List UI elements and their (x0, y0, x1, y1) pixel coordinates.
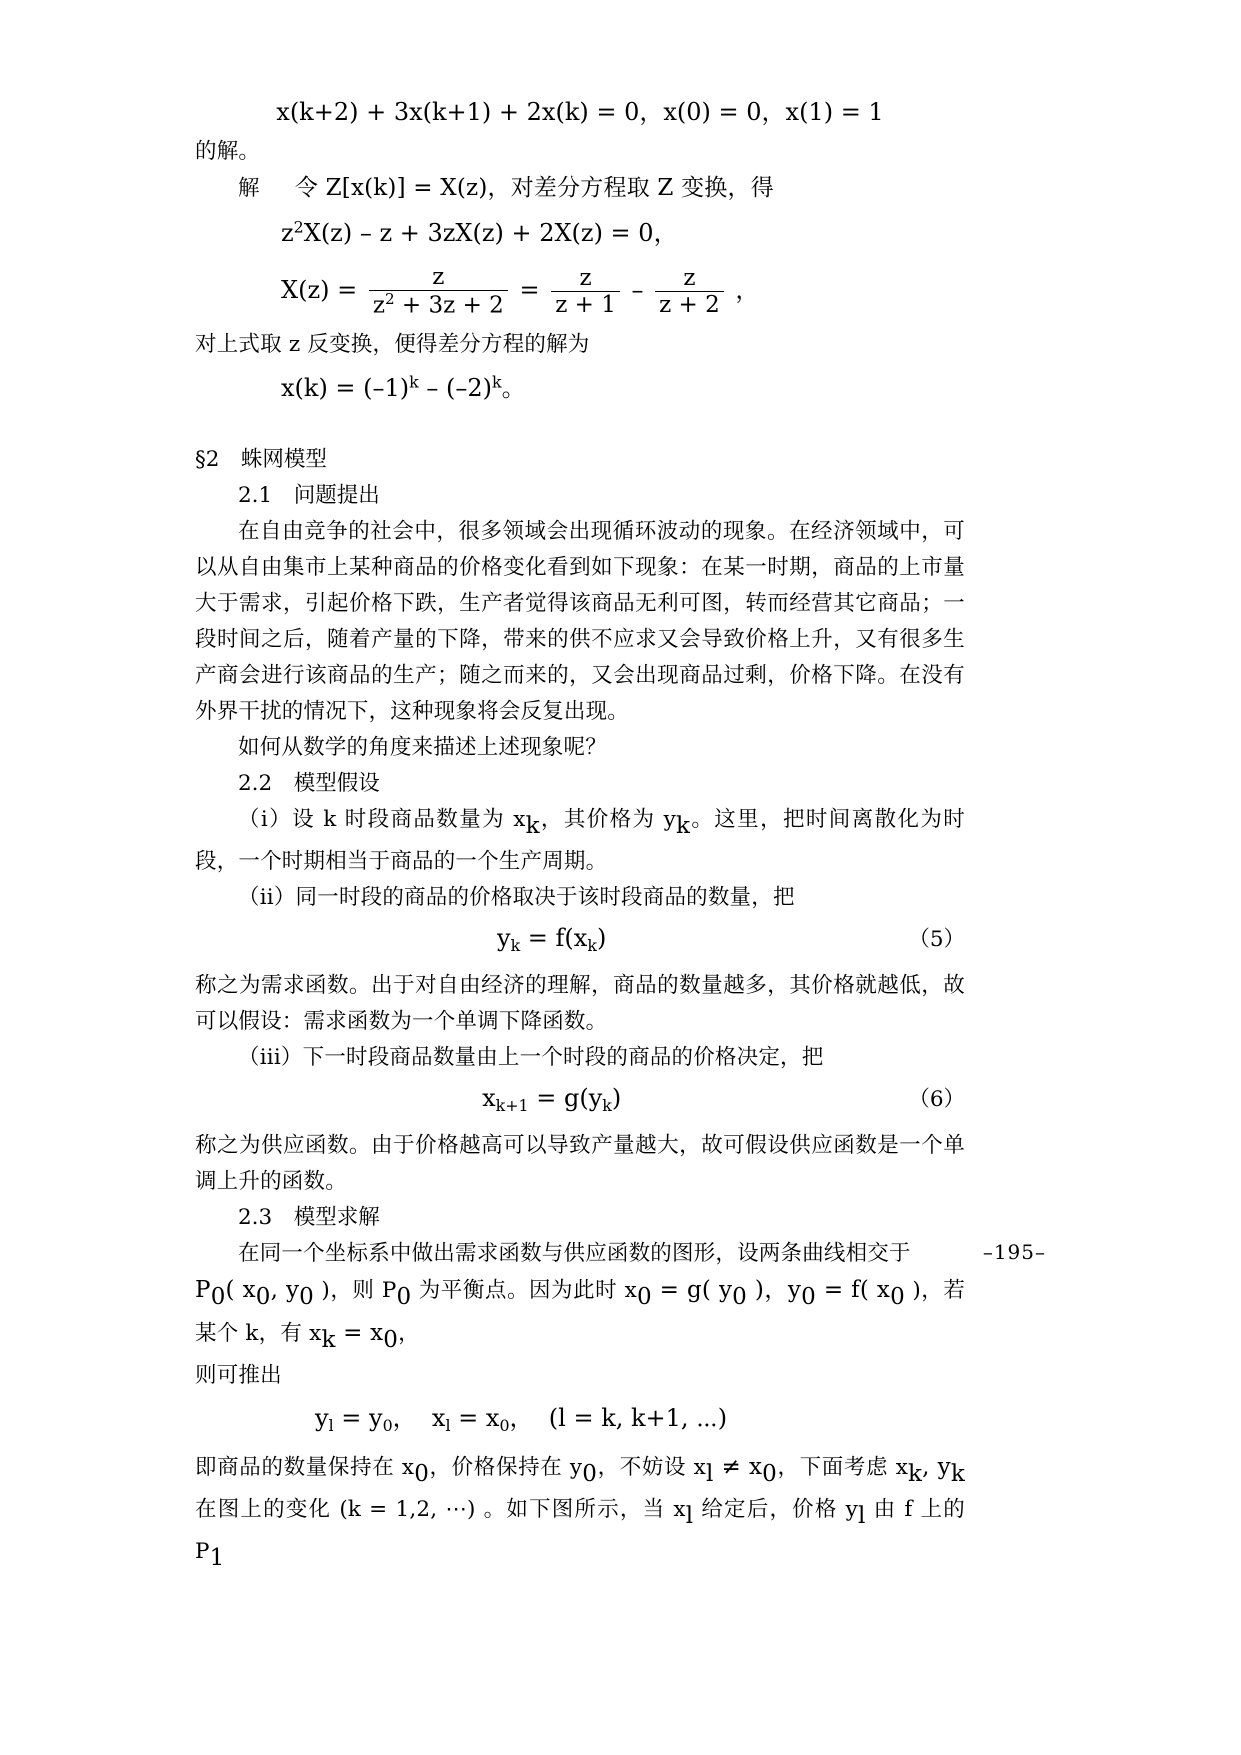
tail-text-2: ，价格保持在 y (429, 1455, 583, 1481)
tail-x0-sub: 0 (414, 1461, 430, 1488)
ss-range: (l = k, k+1, ⋯) (548, 1403, 728, 1432)
fraction-3-numerator: z (683, 264, 696, 291)
ss-xl-equals: = x (458, 1403, 500, 1432)
fraction-1 (369, 265, 508, 318)
equation-partial-comma: ， (735, 275, 760, 304)
p0-eq-x0: = x (335, 1319, 384, 1346)
tail-neq: ≠ x (713, 1454, 763, 1481)
equation-5-number: （5） (908, 927, 965, 953)
line-de-jie: 的解。 (195, 139, 261, 164)
equation-6-row (195, 1076, 965, 1128)
p0-text-end: ， (398, 1320, 420, 1346)
equation-5-close: ) (596, 924, 607, 953)
tail-yl-sub: l (858, 1503, 866, 1530)
equation-6-arg: y (588, 1084, 603, 1113)
assumption-i-sub-k-1: k (525, 813, 540, 840)
equation-difference (195, 90, 965, 134)
ss-yl: y (315, 1403, 329, 1432)
paragraph-2-3-intro: 在同一个坐标系中做出需求函数与供应函数的图形，设两条曲线相交于 (238, 1240, 911, 1266)
equation-partial-fractions (195, 253, 965, 327)
tail-xl-sub: l (706, 1461, 714, 1488)
equation-5-arg-sub: k (587, 936, 597, 956)
equation-ztransform: $z^2X(z) - z + 3zX(z) + 2X(z) = 0$， (281, 217, 678, 247)
tail-text-3: ，不妨设 x (597, 1455, 706, 1481)
paragraph-after-equation-5: 称之为需求函数。出于对自由经济的理解，商品的数量越多，其价格就越低，故可以假设：需求函数为一个单调下降函数。 (195, 973, 965, 1035)
p0-text-1: )，则 P (314, 1277, 397, 1303)
equation-6-equals: = (536, 1084, 557, 1113)
p0-f-call: = f( x (815, 1276, 891, 1303)
assumption-i-part-a: （i）设 k 时段商品数量为 x (238, 807, 526, 833)
p0-x0-sub: 0 (255, 1283, 271, 1310)
page-number: –195– (982, 1240, 1046, 1264)
equation-6-lhs-sub: k+1 (495, 1095, 529, 1115)
tail-neq-sub: 0 (762, 1461, 777, 1488)
equation-final-solution: $x(k) = (-1)^k - (-2)^k$。 (281, 372, 526, 403)
p0-text-2-sub: 0 (636, 1283, 652, 1310)
equation-difference-text: x(k+2) + 3x(k+1) + 2x(k) = 0，x(0) = 0，x(1) = 1 (276, 98, 884, 126)
ss-yl-sub: l (328, 1415, 334, 1435)
paragraph-after-equation-6: 称之为供应函数。由于价格越高可以导致产量越大，故可假设供应函数是一个单调上升的函数。 (195, 1132, 965, 1194)
tail-y0-sub: 0 (582, 1461, 598, 1488)
section-heading-2-3: 2.3 模型求解 (238, 1204, 380, 1230)
ss-comma-1: ， (392, 1403, 417, 1432)
line-inverse-transform: 对上式取 z 反变换，便得差分方程的解为 (195, 331, 590, 357)
section-heading-2: §2 蛛网模型 (195, 447, 327, 473)
equation-5-arg: x (573, 924, 588, 953)
equation-partial-lhs: X(z) = (281, 275, 358, 304)
equation-6-lhs: x (482, 1084, 496, 1113)
assumption-i-part-c: 。这里，把时间离散化为时段，一个时期相当于商品的一个生产周期。 (195, 807, 966, 875)
p0-xk-sub: k (321, 1326, 336, 1353)
solution-label: 解 (238, 176, 260, 201)
equation-6-arg-sub: k (602, 1095, 612, 1115)
equation-5-body (195, 916, 908, 968)
assumption-i-sub-k-2: k (676, 813, 691, 840)
ss-xl-sub: l (445, 1415, 451, 1435)
equation-steady-state (195, 1394, 965, 1450)
p0-text-1-sub: 0 (396, 1283, 412, 1310)
equation-6-close: ) (611, 1084, 622, 1113)
p0-sep: , y (270, 1276, 300, 1303)
fraction-1-denominator: $z^2 + 3z + 2$ (369, 290, 508, 317)
equation-5-lhs-sub: k (510, 936, 521, 956)
tail-text-1: 即商品的数量保持在 x (195, 1455, 415, 1481)
p0-symbol: P (195, 1276, 211, 1303)
ss-xl: x (431, 1403, 446, 1432)
p0-y0-sub: 0 (299, 1283, 315, 1310)
paragraph-2-1-intro: 在自由竞争的社会中，很多领域会出现循环波动的现象。在经济领域中，可以从自由集市上某种商品的价格变化看到如下现象：在某一时期，商品的上市量大于需求，引起价格下跌，生产者觉得该商品无利可图，转而经营其它商品；一段时间之后，随着产量的下降，带来的供不应求又会导致价格上升，又有很多生产商会进行该商品的生产；随之而来的，又会出现商品过剩，价格下降。在没有外界干扰的情况下，这种现象将会反复出现。 (195, 519, 965, 725)
tail-p1-sub: 1 (209, 1545, 225, 1571)
spacer (195, 408, 965, 442)
p0-symbol-sub: 0 (210, 1283, 226, 1310)
equation-6-function: g( (563, 1084, 589, 1113)
fraction-2-numerator: z (579, 264, 592, 291)
equation-5-equals: = (527, 924, 548, 953)
section-heading-2-1: 2.1 问题提出 (238, 483, 380, 509)
equation-6-body (195, 1076, 908, 1128)
tail-xl2-sub: l (685, 1503, 694, 1530)
ss-y0-sub: 0 (382, 1415, 393, 1435)
paragraph-equilibrium-point (195, 1272, 965, 1358)
line-then-derive: 则可推出 (195, 1362, 282, 1388)
p0-open: ( x (225, 1276, 256, 1303)
fraction-3-denominator: z + 2 (655, 291, 724, 317)
equation-partial-equals: = (519, 275, 540, 304)
solution-lead-text: 令 Z[x(k)] = X(z)，对差分方程取 Z 变换，得 (294, 175, 774, 201)
assumption-item-iii: （iii）下一时段商品数量由上一个时段的商品的价格决定，把 (238, 1045, 824, 1071)
equation-6-number: （6） (908, 1087, 965, 1113)
assumption-item-ii: （ii）同一时段的商品的价格取决于该时段商品的数量，把 (238, 885, 795, 911)
fraction-3 (655, 266, 724, 317)
tail-xk-sub: k (908, 1461, 923, 1488)
assumption-item-i (195, 802, 965, 880)
fraction-1-numerator: z (432, 263, 445, 290)
ss-x0-sub: 0 (499, 1415, 510, 1435)
section-heading-2-2: 2.2 模型假设 (238, 771, 380, 797)
fraction-2-denominator: z + 1 (551, 291, 620, 317)
tail-text-7: 由 f 上的 P (195, 1497, 965, 1565)
paragraph-tail (195, 1449, 965, 1576)
solution-lead-line (195, 170, 965, 207)
p0-sep-2-sub: 0 (801, 1283, 816, 1310)
ss-yl-equals: = y (341, 1403, 383, 1432)
tail-text-6: 给定后，价格 y (693, 1497, 858, 1523)
p0-text-2: 为平衡点。因为此时 x (411, 1277, 637, 1303)
equation-5-function: f( (555, 924, 574, 953)
p0-sep-2: )，y (746, 1276, 802, 1303)
fraction-2 (551, 266, 620, 317)
equation-partial-minus: – (631, 275, 644, 304)
equation-5-row (195, 916, 965, 968)
tail-yk-sub: k (950, 1461, 965, 1488)
assumption-i-part-b: ，其价格为 y (539, 807, 677, 833)
equation-5-lhs: y (497, 924, 511, 953)
tail-text-5: 在图上的变化 (k = 1,2, ⋯) 。如下图所示，当 x (195, 1497, 686, 1523)
page-content (195, 90, 965, 1576)
p0-g-arg-sub: 0 (732, 1283, 747, 1310)
p0-text-3: )，若某个 k，有 x (195, 1277, 966, 1346)
tail-text-4: ，下面考虑 x (776, 1455, 909, 1481)
tail-yk: , y (922, 1454, 951, 1481)
p0-eq-x0-sub: 0 (383, 1326, 399, 1353)
paragraph-2-1-question: 如何从数学的角度来描述上述现象呢？ (238, 735, 607, 761)
p0-f-arg-sub: 0 (890, 1283, 905, 1310)
p0-g-call: = g( y (651, 1276, 733, 1303)
ss-comma-2: ， (509, 1403, 534, 1432)
